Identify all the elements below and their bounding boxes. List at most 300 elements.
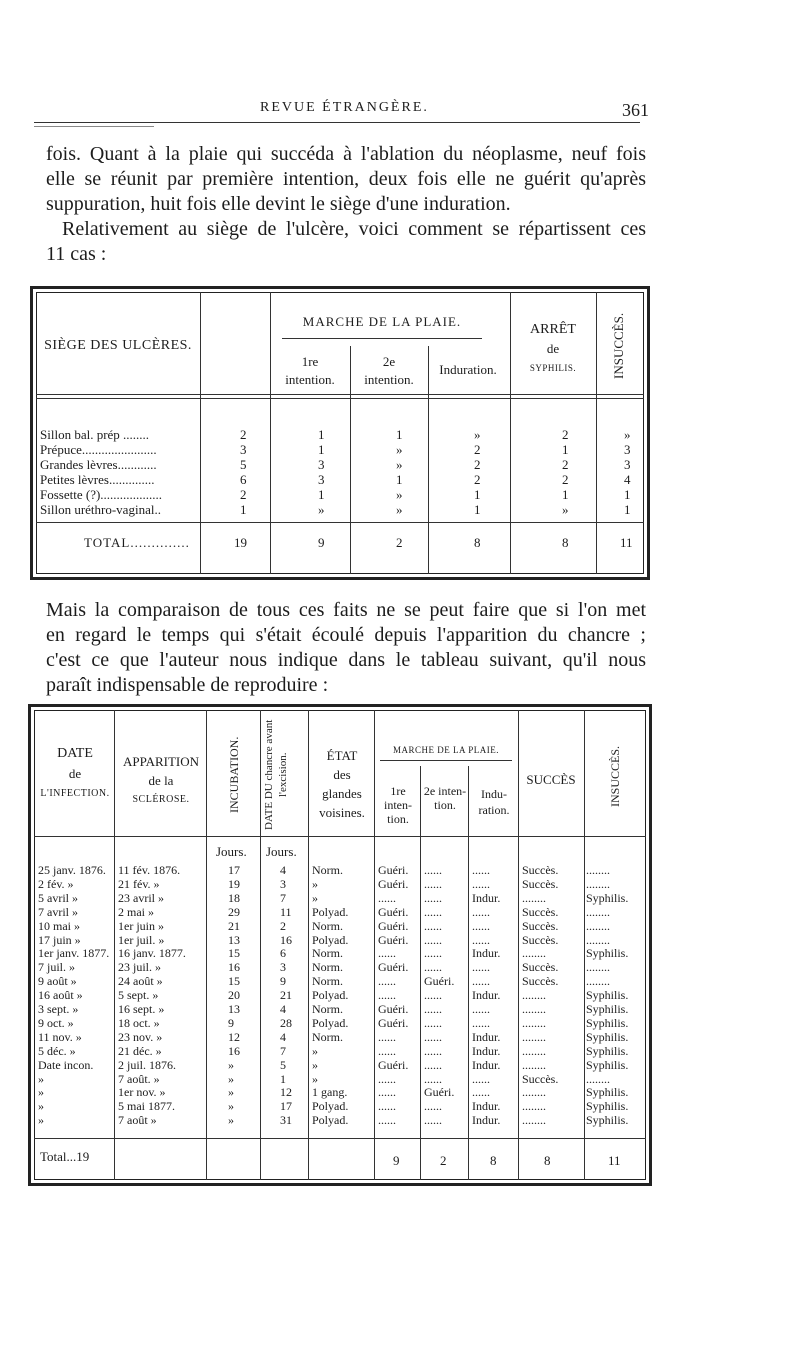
infection-date-cell: » xyxy=(38,1085,44,1100)
cell: 13 xyxy=(228,932,240,947)
cell: ........ xyxy=(522,1043,546,1058)
cell: ...... xyxy=(472,918,490,933)
row-label: Petites lèvres.............. xyxy=(40,472,155,487)
infection-date-cell: 2 fév. » xyxy=(38,876,74,891)
infection-date-cell: 5 déc. » xyxy=(38,1043,76,1058)
sclerose-date-cell: 7 août. » xyxy=(118,1071,160,1086)
cell: ...... xyxy=(378,1071,396,1086)
cell: ...... xyxy=(472,974,490,989)
cell: 1 xyxy=(396,427,403,442)
cell: 3 xyxy=(240,442,247,457)
table-2-col-indu: Indu- ration. xyxy=(478,787,510,817)
cell: Polyad. xyxy=(312,932,349,947)
sclerose-date-cell: 16 sept. » xyxy=(118,1002,165,1016)
table-2-vline xyxy=(374,710,375,1180)
infection-date-cell: 7 juil. » xyxy=(38,960,76,975)
infection-date-cell: 16 août » xyxy=(38,988,83,1003)
table-1-col-siege: SIÈGE DES ULCÈRES. xyxy=(44,338,192,353)
sclerose-date-cell: 5 sept. » xyxy=(118,988,159,1003)
cell: Indur. xyxy=(472,1113,501,1128)
cell: ...... xyxy=(378,946,396,961)
cell: 3 xyxy=(624,442,631,457)
table-2-col-apparition: APPARITION xyxy=(122,754,200,769)
sclerose-date-cell: 5 mai 1877. xyxy=(118,1099,175,1114)
cell: 29 xyxy=(228,904,240,919)
cell: 15 xyxy=(228,974,240,989)
cell: » xyxy=(396,487,403,502)
table-1-col-1re-b: intention. xyxy=(285,372,335,387)
cell: Guéri. xyxy=(424,1085,455,1100)
table-2-col-date-de: de xyxy=(68,766,82,781)
cell: 1 xyxy=(318,427,325,442)
cell: ...... xyxy=(424,1071,442,1086)
cell: Syphilis. xyxy=(586,1057,629,1072)
cell: 6 xyxy=(280,946,286,961)
cell: ...... xyxy=(424,876,442,891)
cell: Indur. xyxy=(472,1099,501,1114)
infection-date-cell: » xyxy=(38,1113,44,1128)
table-2-col-etat: ÉTAT xyxy=(326,748,358,763)
row-label: Prépuce....................... xyxy=(40,442,157,457)
paragraph-line: Relativement au siège de l'ulcère, voici comment se répartissent ces xyxy=(62,218,646,240)
cell: 31 xyxy=(280,1113,292,1128)
cell: ........ xyxy=(522,1002,546,1016)
cell: Polyad. xyxy=(312,1099,349,1114)
cell: 1 xyxy=(474,487,481,502)
cell: 11 xyxy=(280,904,292,919)
table-2-vline xyxy=(518,710,519,1180)
cell: ...... xyxy=(424,1043,442,1058)
cell: ...... xyxy=(424,1099,442,1114)
table-1-col-1re: 1re xyxy=(301,354,319,369)
table-2-total-cell: 8 xyxy=(490,1153,497,1168)
cell: 1 xyxy=(240,502,247,517)
cell: 16 xyxy=(280,932,292,947)
paragraph-line: c'est ce que l'auteur nous indique dans le tableau suivant, qu'il nous xyxy=(46,649,646,671)
cell: 19 xyxy=(234,535,247,550)
table-1-col-arret: ARRÊT xyxy=(530,322,576,337)
row-label: Sillon uréthro-vaginal.. xyxy=(40,502,161,517)
cell: Succès. xyxy=(522,974,559,989)
infection-date-cell: 9 oct. » xyxy=(38,1015,74,1030)
cell: Guéri. xyxy=(378,876,409,891)
cell: Syphilis. xyxy=(586,1085,629,1100)
cell: 2 xyxy=(474,457,481,472)
table-1-vline xyxy=(270,292,271,574)
cell: 1 xyxy=(396,472,403,487)
table-2-col-date-infection: L'INFECTION. xyxy=(40,788,110,799)
cell: ...... xyxy=(378,1099,396,1114)
cell: 8 xyxy=(562,535,569,550)
table-2-col-etat-voisines: voisines. xyxy=(319,805,365,820)
cell: ...... xyxy=(378,974,396,989)
table-2-total-cell: 11 xyxy=(608,1153,621,1168)
cell: » xyxy=(228,1085,234,1100)
cell: Guéri. xyxy=(378,1002,409,1016)
cell: 5 xyxy=(240,457,247,472)
infection-date-cell: 10 mai » xyxy=(38,918,80,933)
cell: Norm. xyxy=(312,974,343,989)
table-2-col-apparition-de: de la xyxy=(148,773,174,788)
table-1-vline xyxy=(428,346,429,574)
infection-date-cell: 11 nov. » xyxy=(38,1029,82,1044)
cell: ........ xyxy=(522,890,546,905)
cell: ........ xyxy=(586,904,610,919)
cell: ...... xyxy=(424,890,442,905)
table-1-col-2e: 2e xyxy=(382,354,396,369)
cell: 2 xyxy=(474,442,481,457)
table-2-col-succes: SUCCÈS xyxy=(526,772,576,787)
cell: 1 xyxy=(624,502,631,517)
paragraph-1 xyxy=(46,142,646,267)
table-2-vline xyxy=(206,710,207,1180)
table-2-vline xyxy=(420,766,421,1180)
cell: 7 xyxy=(280,890,286,905)
cell: Succès. xyxy=(522,863,559,877)
cell: Guéri. xyxy=(378,904,409,919)
paragraph-line: paraît indispensable de reproduire : xyxy=(46,674,329,696)
infection-date-cell: Date incon. xyxy=(38,1057,94,1072)
table-2-col-chancre: DATE DU chancre avant l'excision. xyxy=(263,719,289,831)
cell: Guéri. xyxy=(378,932,409,947)
cell: » xyxy=(562,502,569,517)
cell: Norm. xyxy=(312,946,343,961)
cell: 3 xyxy=(318,457,325,472)
cell: 1 xyxy=(624,487,631,502)
cell: 5 xyxy=(280,1057,286,1072)
table-1-col-arret-syphilis: SYPHILIS. xyxy=(529,363,577,373)
cell: Succès. xyxy=(522,960,559,975)
sclerose-date-cell: 1er juin » xyxy=(118,918,164,933)
table-1-col-arret-de: de xyxy=(546,341,560,356)
paragraph-2 xyxy=(46,598,646,698)
table-2-total-cell: 9 xyxy=(393,1153,400,1168)
sclerose-date-cell: 18 oct. » xyxy=(118,1015,160,1030)
table-1-col-induration: Induration. xyxy=(439,362,497,377)
table-2-vline xyxy=(260,710,261,1180)
cell: ...... xyxy=(472,863,490,877)
cell: » xyxy=(474,427,481,442)
cell: 3 xyxy=(280,960,286,975)
cell: ...... xyxy=(424,1057,442,1072)
cell: Guéri. xyxy=(424,974,455,989)
table-1-total-rule xyxy=(36,522,644,523)
cell: ........ xyxy=(586,960,610,975)
cell: ...... xyxy=(424,1113,442,1128)
cell: Norm. xyxy=(312,863,343,877)
cell: 9 xyxy=(318,535,325,550)
table-1-col-insucces: INSUCCÈS. xyxy=(611,312,626,380)
cell: » xyxy=(396,442,403,457)
cell: 1 xyxy=(562,442,569,457)
sclerose-date-cell: 23 avril » xyxy=(118,890,164,905)
table-2-group-rule xyxy=(380,760,512,761)
table-1-header-rule xyxy=(36,398,644,399)
infection-date-cell: 7 avril » xyxy=(38,904,78,919)
table-1-vline xyxy=(350,346,351,574)
cell: Succès. xyxy=(522,918,559,933)
cell: » xyxy=(312,1043,318,1058)
table-2-group-marche: MARCHE DE LA PLAIE. xyxy=(393,745,499,755)
sclerose-date-cell: 7 août » xyxy=(118,1113,157,1128)
unit-jours: Jours. xyxy=(266,844,297,859)
cell: » xyxy=(396,457,403,472)
table-2-vline xyxy=(308,710,309,1180)
sclerose-date-cell: 11 fév. 1876. xyxy=(118,863,181,877)
total-label: TOTAL.............. xyxy=(84,535,190,550)
header-rule-short xyxy=(34,126,154,127)
cell: 21 xyxy=(280,988,292,1003)
cell: 13 xyxy=(228,1002,240,1016)
cell: 2 xyxy=(474,472,481,487)
paragraph-line: fois. Quant à la plaie qui succéda à l'ablation du néoplasme, neuf fois xyxy=(46,143,646,165)
cell: 2 xyxy=(562,427,569,442)
cell: ...... xyxy=(378,1113,396,1128)
cell: Norm. xyxy=(312,1002,343,1016)
cell: ...... xyxy=(472,1002,490,1016)
cell: 2 xyxy=(240,487,247,502)
cell: 1 gang. xyxy=(312,1085,348,1100)
cell: ...... xyxy=(424,932,442,947)
cell: 1 xyxy=(318,442,325,457)
paragraph-line: Mais la comparaison de tous ces faits ne se peut faire que si l'on met xyxy=(46,599,646,621)
table-1-vline xyxy=(200,292,201,574)
row-label: Grandes lèvres............ xyxy=(40,457,157,472)
sclerose-date-cell: 23 nov. » xyxy=(118,1029,163,1044)
cell: 2 xyxy=(396,535,403,550)
row-label: Sillon bal. prép ........ xyxy=(40,427,150,442)
paragraph-line: 11 cas : xyxy=(46,243,107,265)
table-1-vline xyxy=(596,292,597,574)
cell: ...... xyxy=(424,863,442,877)
cell: Syphilis. xyxy=(586,1043,629,1058)
cell: 3 xyxy=(280,876,286,891)
cell: 20 xyxy=(228,988,240,1003)
cell: 1 xyxy=(318,487,325,502)
cell: ........ xyxy=(586,974,610,989)
cell: ........ xyxy=(522,988,546,1003)
cell: 18 xyxy=(228,890,240,905)
cell: ...... xyxy=(424,960,442,975)
cell: » xyxy=(228,1099,234,1114)
cell: » xyxy=(396,502,403,517)
table-2-total-rule xyxy=(34,1138,646,1139)
table-2-header-rule xyxy=(34,836,646,837)
cell: ...... xyxy=(378,1085,396,1100)
cell: ...... xyxy=(378,988,396,1003)
cell: 9 xyxy=(280,974,286,989)
cell: 1 xyxy=(280,1071,286,1086)
table-2-vline xyxy=(468,766,469,1180)
cell: ...... xyxy=(472,1015,490,1030)
cell: Indur. xyxy=(472,890,501,905)
cell: ...... xyxy=(472,1085,490,1100)
header-rule xyxy=(34,122,640,123)
table-2-col-date: DATE xyxy=(57,746,93,761)
cell: Syphilis. xyxy=(586,946,629,961)
cell: ........ xyxy=(586,932,610,947)
cell: ...... xyxy=(424,946,442,961)
cell: 3 xyxy=(624,457,631,472)
cell: » xyxy=(624,427,631,442)
table-2-total-label: Total...19 xyxy=(40,1149,90,1164)
cell: 17 xyxy=(280,1099,292,1114)
cell: 2 xyxy=(240,427,247,442)
table-1-group-rule xyxy=(282,338,482,339)
cell: » xyxy=(228,1071,234,1086)
cell: » xyxy=(228,1113,234,1128)
sclerose-date-cell: 16 janv. 1877. xyxy=(118,946,186,961)
sclerose-date-cell: 21 déc. » xyxy=(118,1043,162,1058)
cell: ........ xyxy=(586,876,610,891)
cell: ...... xyxy=(472,1071,490,1086)
cell: » xyxy=(318,502,325,517)
cell: Guéri. xyxy=(378,1057,409,1072)
cell: ...... xyxy=(424,988,442,1003)
cell: 4 xyxy=(280,863,286,877)
cell: ........ xyxy=(522,1057,546,1072)
cell: Polyad. xyxy=(312,1015,349,1030)
cell: 28 xyxy=(280,1015,292,1030)
cell: ...... xyxy=(472,904,490,919)
cell: Succès. xyxy=(522,1071,559,1086)
cell: Indur. xyxy=(472,946,501,961)
table-2-col-insucces: INSUCCÈS. xyxy=(608,745,622,807)
cell: 17 xyxy=(228,863,240,877)
cell: Norm. xyxy=(312,918,343,933)
cell: ........ xyxy=(522,1029,546,1044)
cell: Succès. xyxy=(522,876,559,891)
cell: 11 xyxy=(620,535,633,550)
cell: ........ xyxy=(586,1071,610,1086)
cell: ........ xyxy=(522,1015,546,1030)
cell: ...... xyxy=(424,918,442,933)
table-1-col-2e-b: intention. xyxy=(364,372,414,387)
infection-date-cell: 3 sept. » xyxy=(38,1002,79,1016)
cell: Norm. xyxy=(312,960,343,975)
cell: Guéri. xyxy=(378,960,409,975)
cell: ...... xyxy=(424,1002,442,1016)
cell: » xyxy=(312,1057,318,1072)
cell: ...... xyxy=(378,1043,396,1058)
cell: Indur. xyxy=(472,1043,501,1058)
cell: 2 xyxy=(280,918,286,933)
cell: 16 xyxy=(228,1043,240,1058)
cell: Indur. xyxy=(472,988,501,1003)
cell: ........ xyxy=(522,1099,546,1114)
cell: ........ xyxy=(586,863,610,877)
cell: Syphilis. xyxy=(586,1002,629,1016)
cell: Indur. xyxy=(472,1029,501,1044)
cell: Syphilis. xyxy=(586,1029,629,1044)
cell: Indur. xyxy=(472,1057,501,1072)
infection-date-cell: 1er janv. 1877. xyxy=(38,946,110,961)
cell: 1 xyxy=(474,502,481,517)
cell: Guéri. xyxy=(378,1015,409,1030)
table-1-header-rule xyxy=(36,394,644,395)
cell: Polyad. xyxy=(312,904,349,919)
sclerose-date-cell: 21 fév. » xyxy=(118,876,160,891)
cell: 2 xyxy=(562,457,569,472)
cell: ........ xyxy=(522,1085,546,1100)
sclerose-date-cell: 1er juil. » xyxy=(118,932,165,947)
cell: 12 xyxy=(280,1085,292,1100)
table-2-vline xyxy=(584,710,585,1180)
cell: Polyad. xyxy=(312,1113,349,1128)
cell: 4 xyxy=(624,472,631,487)
infection-date-cell: 9 août » xyxy=(38,974,77,989)
cell: Succès. xyxy=(522,932,559,947)
cell: ........ xyxy=(586,918,610,933)
cell: ...... xyxy=(424,1029,442,1044)
cell: 19 xyxy=(228,876,240,891)
cell: 4 xyxy=(280,1002,286,1016)
table-2-col-etat-glandes: glandes xyxy=(322,786,362,801)
cell: 21 xyxy=(228,918,240,933)
cell: » xyxy=(312,876,318,891)
cell: Syphilis. xyxy=(586,1113,629,1128)
table-2-total-cell: 2 xyxy=(440,1153,447,1168)
cell: ...... xyxy=(472,960,490,975)
cell: 16 xyxy=(228,960,240,975)
row-label: Fossette (?)................... xyxy=(40,487,163,502)
journal-title: REVUE ÉTRANGÈRE. xyxy=(260,100,429,115)
cell: ........ xyxy=(522,946,546,961)
cell: 2 xyxy=(562,472,569,487)
table-2-col-incubation: INCUBATION. xyxy=(227,736,241,814)
infection-date-cell: » xyxy=(38,1099,44,1114)
cell: » xyxy=(228,1057,234,1072)
cell: Guéri. xyxy=(378,863,409,877)
cell: 4 xyxy=(280,1029,286,1044)
cell: Syphilis. xyxy=(586,1015,629,1030)
paragraph-line: en regard le temps qui s'était écoulé depuis l'apparition du chancre ; xyxy=(46,624,646,646)
cell: » xyxy=(312,1071,318,1086)
cell: Syphilis. xyxy=(586,1099,629,1114)
cell: Syphilis. xyxy=(586,988,629,1003)
table-2-vline xyxy=(114,710,115,1180)
cell: Polyad. xyxy=(312,988,349,1003)
unit-jours: Jours. xyxy=(216,844,247,859)
cell: 12 xyxy=(228,1029,240,1044)
paragraph-line: elle se réunit par première intention, deux fois elle ne guérit qu'après xyxy=(46,168,646,190)
cell: 15 xyxy=(228,946,240,961)
sclerose-date-cell: 24 août » xyxy=(118,974,163,989)
sclerose-date-cell: 1er nov. » xyxy=(118,1085,166,1100)
cell: ...... xyxy=(378,1029,396,1044)
cell: ........ xyxy=(522,1113,546,1128)
table-2-col-etat-des: des xyxy=(333,767,351,782)
cell: 9 xyxy=(228,1015,234,1030)
table-1-group-marche: MARCHE DE LA PLAIE. xyxy=(302,314,462,329)
cell: Succès. xyxy=(522,904,559,919)
cell: Norm. xyxy=(312,1029,343,1044)
infection-date-cell: 17 juin » xyxy=(38,932,81,947)
sclerose-date-cell: 2 juil. 1876. xyxy=(118,1057,177,1072)
cell: ...... xyxy=(424,904,442,919)
cell: 1 xyxy=(562,487,569,502)
sclerose-date-cell: 2 mai » xyxy=(118,904,154,919)
cell: 3 xyxy=(318,472,325,487)
table-2-col-apparition-sclerose: SCLÉROSE. xyxy=(132,794,190,805)
table-2-col-1re: 1re inten- tion. xyxy=(384,784,412,826)
cell: Guéri. xyxy=(378,918,409,933)
cell: ...... xyxy=(472,932,490,947)
sclerose-date-cell: 23 juil. » xyxy=(118,960,162,975)
paragraph-line: suppuration, huit fois elle devint le siège d'une induration. xyxy=(46,193,511,215)
table-1-vline xyxy=(510,292,511,574)
page-number: 361 xyxy=(622,100,649,120)
